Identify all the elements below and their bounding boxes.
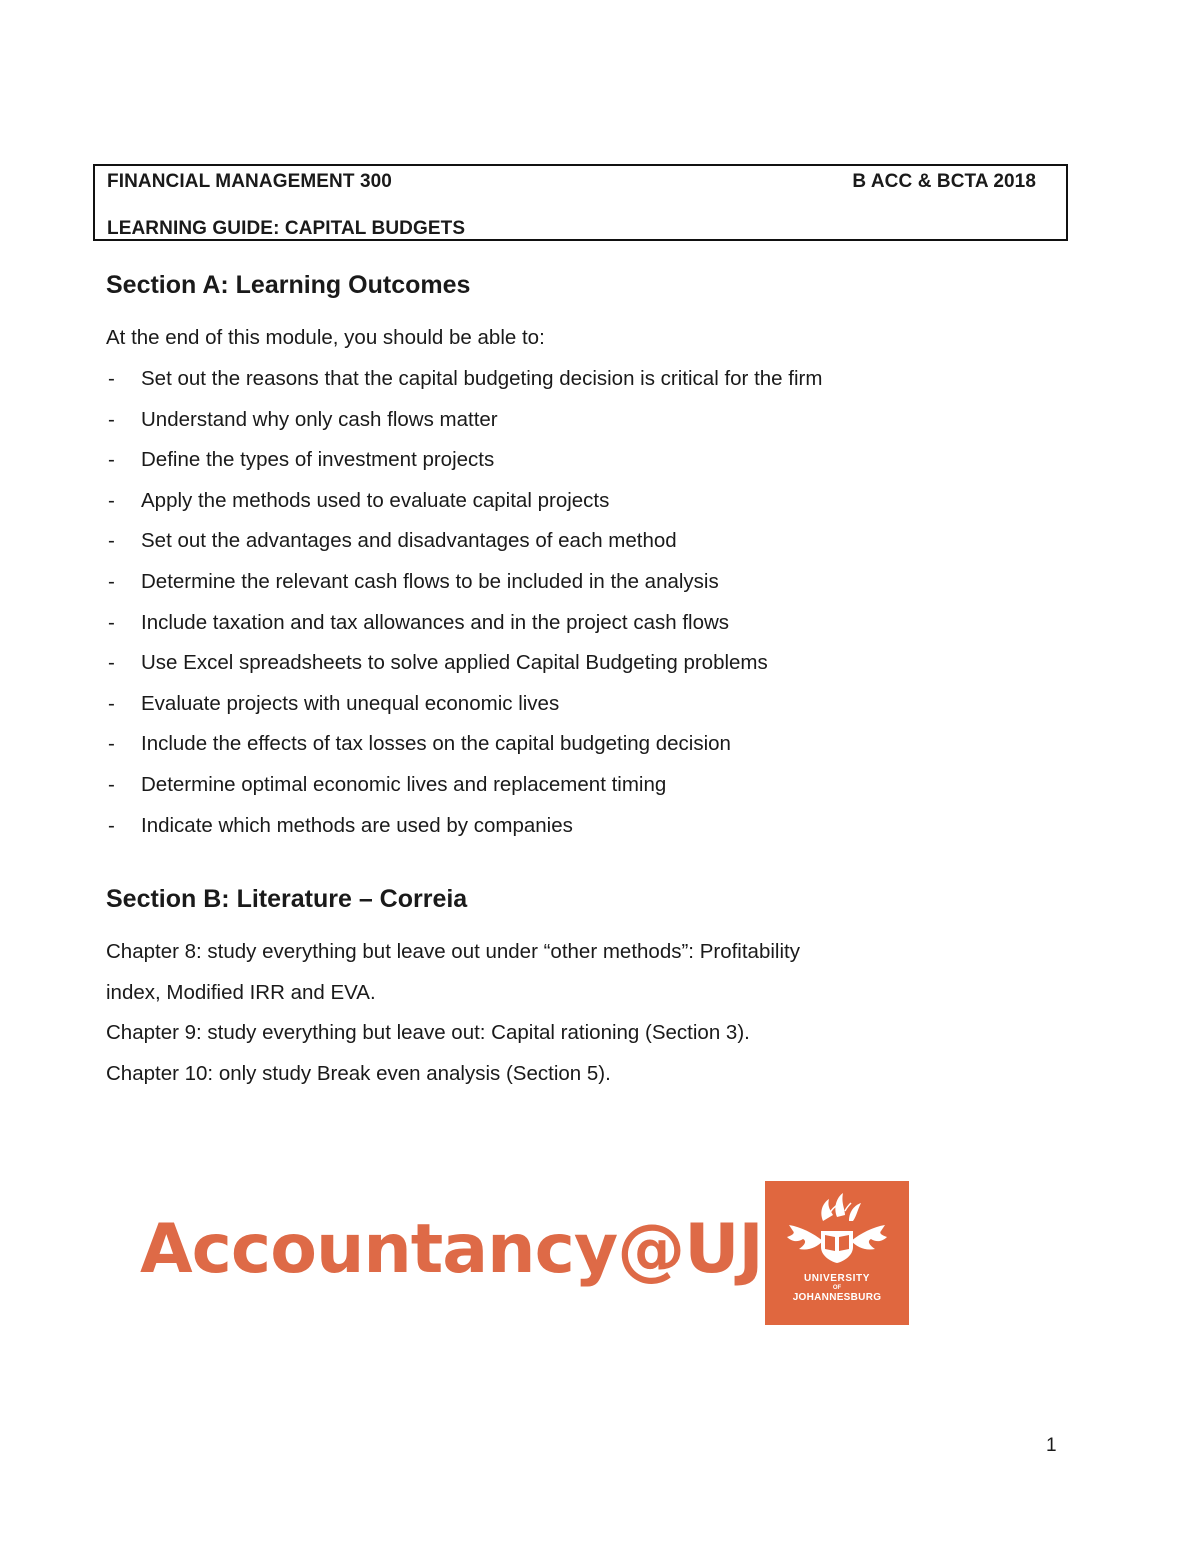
badge-line-johannesburg: JOHANNESBURG <box>792 1292 882 1303</box>
list-item <box>106 529 822 570</box>
outcome-text: Set out the reasons that the capital budgeting decision is critical for the firm <box>141 367 823 390</box>
outcome-text: Determine optimal economic lives and replacement timing <box>141 772 667 796</box>
literature-line: Chapter 9: study everything but leave out: Capital rationing (Section 3). <box>106 1021 750 1045</box>
uj-badge-logo <box>765 1181 909 1325</box>
badge-line-university: UNIVERSITY <box>803 1273 870 1284</box>
outcome-text: Use Excel spreadsheets to solve applied Capital Budgeting problems <box>141 651 768 675</box>
list-item <box>106 692 822 733</box>
list-item <box>106 814 822 855</box>
list-item <box>106 611 822 652</box>
list-item <box>106 367 822 408</box>
bullet-dash: - <box>108 529 115 553</box>
outcome-text: Evaluate projects with unequal economic lives <box>141 691 560 715</box>
list-item <box>106 448 822 489</box>
list-item <box>106 489 822 530</box>
accountancy-uj-logo: Accountancy@UJ <box>140 1210 763 1289</box>
list-item <box>106 408 822 449</box>
bullet-dash: - <box>108 448 115 472</box>
outcome-text: Understand why only cash flows matter <box>141 407 498 431</box>
badge-line-of: OF <box>832 1285 842 1291</box>
outcome-text: Include taxation and tax allowances and in the project cash flows <box>141 610 730 634</box>
section-b-heading: Section B: Literature – Correia <box>106 885 468 913</box>
document-header-box <box>93 164 1068 241</box>
guide-title: LEARNING GUIDE: CAPITAL BUDGETS <box>107 218 466 239</box>
bullet-dash: - <box>108 488 115 512</box>
bullet-dash: - <box>108 813 115 837</box>
outcome-text: Determine the relevant cash flows to be included in the analysis <box>141 569 719 593</box>
bullet-dash: - <box>108 407 115 431</box>
list-item <box>106 651 822 692</box>
course-title: FINANCIAL MANAGEMENT 300 <box>107 171 392 192</box>
list-item <box>106 570 822 611</box>
bullet-dash: - <box>108 367 115 390</box>
bullet-dash: - <box>108 772 115 796</box>
outcome-text: Include the effects of tax losses on the capital budgeting decision <box>141 732 731 756</box>
literature-line: Chapter 8: study everything but leave out under “other methods”: Profitability <box>106 940 800 963</box>
learning-outcomes-list <box>106 367 822 854</box>
bullet-dash: - <box>108 691 115 715</box>
uj-crest-icon <box>765 1181 909 1325</box>
bullet-dash: - <box>108 569 115 593</box>
outcome-text: Apply the methods used to evaluate capital projects <box>141 488 610 512</box>
list-item <box>106 732 822 773</box>
page-number: 1 <box>1046 1435 1057 1456</box>
list-item <box>106 773 822 814</box>
bullet-dash: - <box>108 610 115 634</box>
outcomes-intro: At the end of this module, you should be able to: <box>106 326 545 349</box>
literature-line: index, Modified IRR and EVA. <box>106 980 376 1004</box>
bullet-dash: - <box>108 732 115 756</box>
literature-paragraph <box>106 940 1006 1102</box>
degree-label: B ACC & BCTA 2018 <box>852 171 1036 192</box>
outcome-text: Indicate which methods are used by companies <box>141 813 573 837</box>
bullet-dash: - <box>108 651 115 675</box>
literature-line: Chapter 10: only study Break even analysis (Section 5). <box>106 1061 611 1085</box>
section-a-heading: Section A: Learning Outcomes <box>106 271 471 299</box>
outcome-text: Define the types of investment projects <box>141 448 495 472</box>
outcome-text: Set out the advantages and disadvantages of each method <box>141 529 677 553</box>
